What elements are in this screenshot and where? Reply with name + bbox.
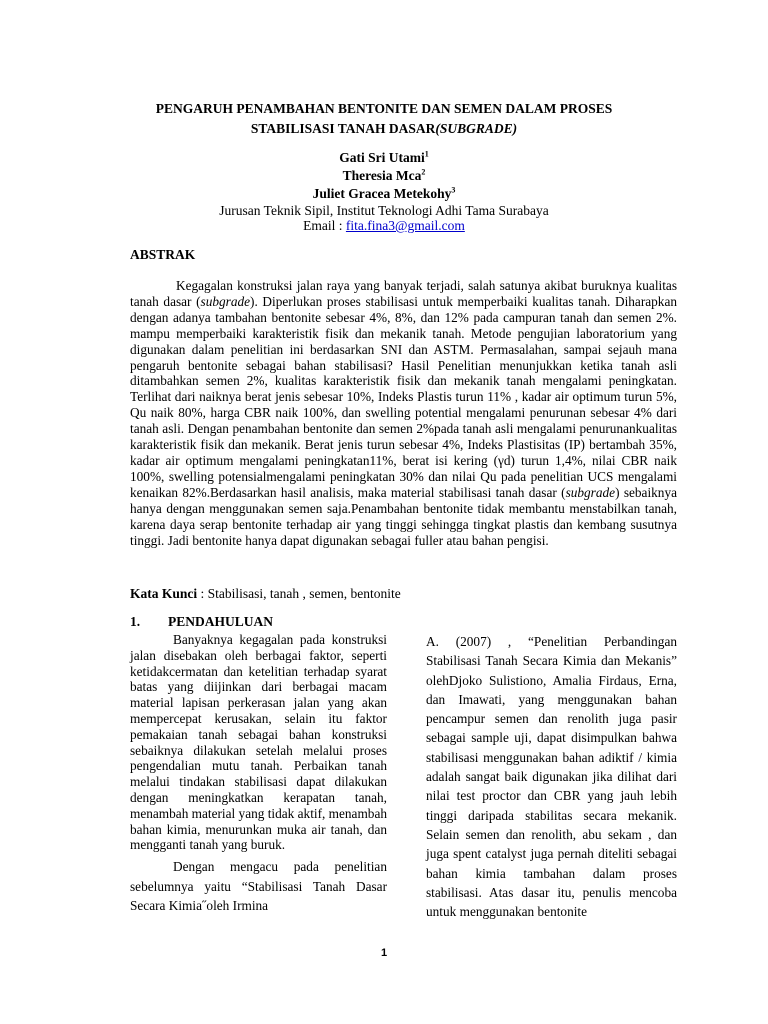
section-title: PENDAHULUAN xyxy=(168,614,274,629)
page-number: 1 xyxy=(380,947,388,959)
email-label: Email : xyxy=(303,218,346,233)
title-line-1: PENGARUH PENAMBAHAN BENTONITE DAN SEMEN DALAM PROSES xyxy=(155,101,613,116)
column-right xyxy=(426,632,677,921)
title-line-2-italic: (SUBGRADE) xyxy=(435,121,518,136)
author-name: Gati Sri Utami xyxy=(339,150,425,165)
author-name: Theresia Mca xyxy=(342,168,422,183)
affiliation: Jurusan Teknik Sipil, Institut Teknologi Adhi Tama Surabaya xyxy=(219,203,549,218)
author-name: Juliet Gracea Metekohy xyxy=(312,186,452,201)
author-superscript: 1 xyxy=(424,149,429,159)
author-3 xyxy=(120,185,648,203)
email-link[interactable]: fita.fina3@gmail.com xyxy=(345,218,465,233)
title-line-2-main: STABILISASI TANAH DASAR xyxy=(250,121,436,136)
section-number: 1. xyxy=(130,614,141,629)
abstract-body xyxy=(130,278,677,548)
left-paragraph-2: Dengan mengacu pada penelitian sebelumnya yaitu “Stabilisasi Tanah Dasar Secara Kimia˝oleh Irmina xyxy=(130,859,387,914)
keywords-label: Kata Kunci xyxy=(130,586,198,601)
abstract-text-3: ) sebaiknya hanya dengan menggunakan semen saja.Penambahan bentonite tidak membantu menstabilkan tanah, karena daya serap bentonite terhadap air yang tinggi sehingga tingkat plastis dan kembang susutnya tinggi. Jadi bentonite hanya dapat digunakan sebagai fuller atau bahan pengisi. xyxy=(130,484,677,548)
left-paragraph-1: Banyaknya kegagalan pada konstruksi jalan disebakan oleh berbagai faktor, seperti ketidakcermatan dan ketelitian terhadap syarat batas yang diijinkan dari berbagai macam material lapisan perkerasan jalan yang akan mempercepat kerusakan, selain itu faktor pemakaian tanah sebagai bahan konstruksi sebaiknya dilakukan setelah melalui proses pengendalian mutu tanah. Perbaikan tanah melalui tindakan stabilisasi dapat dilakukan dengan meningkatkan kerapatan tanah, menambah material yang tidak aktif, menambah bahan kimia, menurunkan muka air tanah, dan mengganti tanah yang buruk. xyxy=(130,632,387,853)
column-left xyxy=(130,632,387,920)
email-line xyxy=(120,217,648,235)
author-superscript: 3 xyxy=(451,185,456,195)
author-superscript: 2 xyxy=(421,167,426,177)
right-paragraph: A. (2007) , “Penelitian Perbandingan Stabilisasi Tanah Secara Kimia dan Mekanis” olehDjoko Sulistiono, Amalia Firdaus, Erna, dan Imawati, yang menggunakan bahan pencampur semen dan renolith juga pasir sebagai sample uji, dapat disimpulkan bahwa stabilisasi menggunakan bahan adiktif / kimia adalah sangat baik digunakan jika dilihat dari nilai test proctor dan CBR yang jauh lebih tinggi daripada stabilitas secara mekanik. Selain semen dan renolith, abu sekam , dan juga spent catalyst juga pernah diteliti sebagai bahan kimia tambahan dalam proses stabilisasi. Atas dasar itu, penulis mencoba untuk menggunakan bentonite xyxy=(426,634,677,920)
abstract-text-2: ). Diperlukan proses stabilisasi untuk memperbaiki kualitas tanah. Diharapkan dengan adanya tambahan bentonite sebesar 4%, 8%, dan 12% pada campuran tanah dan semen 2%. mampu memperbaiki karakteristik fisik dan mekanik tanah. Metode pengujian laboratorium yang digunakan dalam penelitian ini berdasarkan SNI dan ASTM. Permasalahan, sampai sejauh mana pengaruh bentonite sebagai bahan stabilisasi? Hasil Penelitian menunjukkan ketika tanah asli ditambahkan semen 2%, kualitas karakteristik fisik dan mekanik tanah mengalami peningkatan. Terlihat dari naiknya berat jenis sebesar 10%, Indeks Plastis turun 11% , kadar air optimum turun 5%, Qu naik 80%, harga CBR naik 100%, dan swelling potential mengalami penurunan sebesar 4% dari tanah asli. Dengan penambahan bentonite dan semen 2%pada tanah asli mengalami penurunankualitas karakteristik fisik dan mekanik. Berat jenis turun sebesar 4%, Indeks Plastisitas (IP) bertambah 35%, kadar air optimum mengalami peningkatan11%, berat isi kering (γd) turun 1,4%, nilai CBR naik 100%, swelling potensialmengalami peningkatan 30% dan nilai Qu pada penelitian UCS mengalami kenaikan 82%.Berdasarkan hasil analisis, maka material stabilisasi tanah dasar ( xyxy=(130,293,677,500)
abstract-heading: ABSTRAK xyxy=(130,247,196,262)
author-2 xyxy=(120,167,648,185)
title-line-2 xyxy=(120,119,648,139)
abstract-paragraph xyxy=(130,278,677,548)
abstract-italic-1: subgrade xyxy=(200,293,251,309)
author-1 xyxy=(120,149,648,167)
abstract-text-1: Kegagalan konstruksi jalan raya yang banyak terjadi, salah satunya akibat buruknya kualitas tanah dasar ( xyxy=(130,278,677,309)
section-heading xyxy=(130,614,273,630)
keywords-text: : Stabilisasi, tanah , semen, bentonite xyxy=(197,586,401,601)
keywords xyxy=(130,586,677,602)
paper-title xyxy=(120,99,648,139)
abstract-italic-2: subgrade xyxy=(565,484,616,500)
